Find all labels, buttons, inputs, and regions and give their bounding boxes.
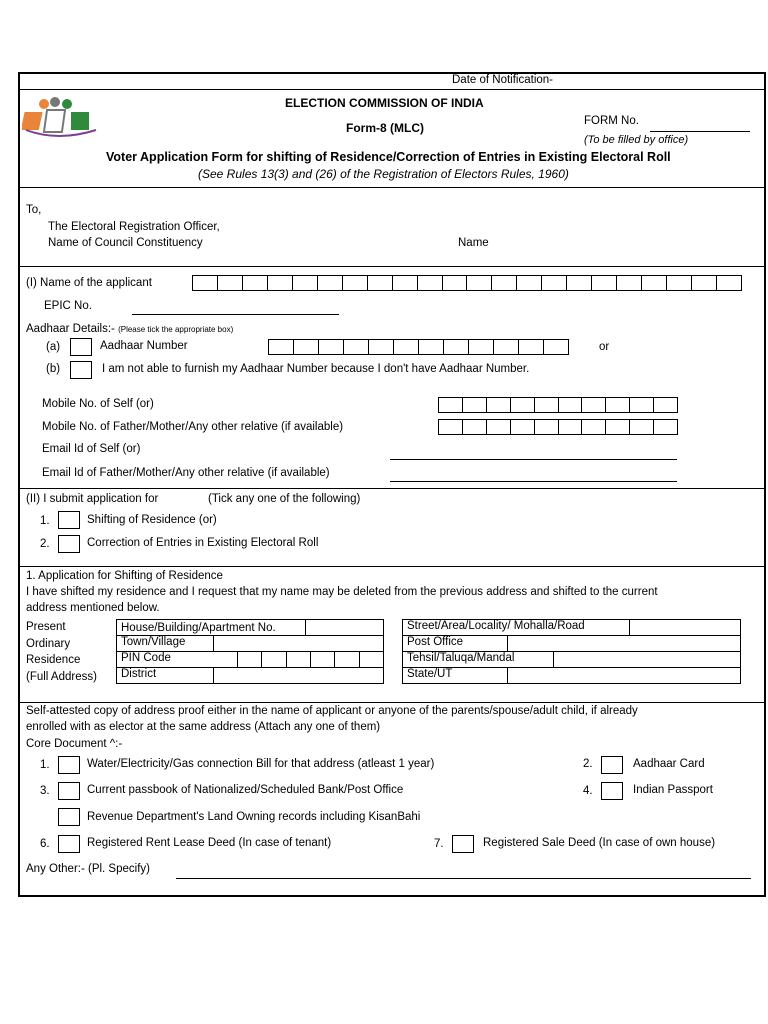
address-side-label-line: Ordinary xyxy=(26,637,71,650)
name-char-box[interactable] xyxy=(393,276,418,290)
name-char-box[interactable] xyxy=(467,276,492,290)
name-char-box[interactable] xyxy=(193,276,218,290)
mobile-digit-box[interactable] xyxy=(582,420,606,434)
mobile-digit-box[interactable] xyxy=(559,398,583,412)
divider xyxy=(18,566,766,567)
aadhaar-details-text: Aadhaar Details:- xyxy=(26,323,115,335)
section3-statement-line1: I have shifted my residence and I request that my name may be deleted from the previous address and shifted to the current xyxy=(26,586,658,598)
doc-7-num: 7. xyxy=(434,838,444,850)
doc-1-num: 1. xyxy=(40,759,50,771)
doc-4-checkbox[interactable] xyxy=(601,782,623,800)
tehsil-row xyxy=(403,652,741,668)
aadhaar-digit-box[interactable] xyxy=(469,340,494,354)
section3-statement-line2: address mentioned below. xyxy=(26,602,160,614)
divider xyxy=(18,266,766,267)
name-char-box[interactable] xyxy=(443,276,468,290)
aadhaar-number-boxes[interactable] xyxy=(268,339,569,355)
doc-4-label: Indian Passport xyxy=(633,784,713,796)
mobile-digit-box[interactable] xyxy=(439,420,463,434)
section2-heading: (II) I submit application for xyxy=(26,493,159,505)
mobile-digit-box[interactable] xyxy=(630,420,654,434)
date-of-notification: Date of Notification- xyxy=(452,74,553,86)
name-char-box[interactable] xyxy=(517,276,542,290)
name-char-box[interactable] xyxy=(492,276,517,290)
address-side-label-line: Present xyxy=(26,621,66,633)
mobile-digit-box[interactable] xyxy=(606,398,630,412)
tehsil-label: Tehsil/Taluqa/Mandal xyxy=(403,652,554,667)
section2-option-1-num: 1. xyxy=(40,515,50,527)
mobile-digit-box[interactable] xyxy=(511,420,535,434)
applicant-name-boxes[interactable] xyxy=(192,275,742,291)
option-a-marker: (a) xyxy=(46,341,61,353)
form-name: Form-8 (MLC) xyxy=(346,121,424,135)
aadhaar-digit-box[interactable] xyxy=(344,340,369,354)
form-frame xyxy=(18,72,766,897)
form-title: Voter Application Form for shifting of Residence/Correction of Entries in Existing Electoral Roll xyxy=(106,150,671,164)
mobile-digit-box[interactable] xyxy=(630,398,654,412)
epic-field[interactable] xyxy=(132,314,339,315)
mobile-digit-box[interactable] xyxy=(606,420,630,434)
post-office-input[interactable] xyxy=(508,636,740,651)
email-self-label: Email Id of Self (or) xyxy=(42,443,141,455)
form-no-label: FORM No. xyxy=(584,115,639,127)
doc-7-checkbox[interactable] xyxy=(452,835,474,853)
doc-3-num: 3. xyxy=(40,785,50,797)
option-b-checkbox[interactable] xyxy=(70,361,92,379)
pin-row xyxy=(117,652,384,668)
divider xyxy=(18,702,766,703)
mobile-digit-box[interactable] xyxy=(463,420,487,434)
pin-input[interactable] xyxy=(238,652,383,667)
name-char-box[interactable] xyxy=(542,276,567,290)
mobile-digit-box[interactable] xyxy=(559,420,583,434)
email-relative-label: Email Id of Father/Mother/Any other relative (if available) xyxy=(42,467,330,479)
mobile-relative-boxes[interactable] xyxy=(438,419,678,435)
mobile-relative-label: Mobile No. of Father/Mother/Any other relative (if available) xyxy=(42,421,344,433)
mobile-digit-box[interactable] xyxy=(654,420,677,434)
any-other-field[interactable] xyxy=(176,878,751,879)
pin-digit-box[interactable] xyxy=(335,652,359,667)
address-side-label xyxy=(26,619,97,685)
aadhaar-digit-box[interactable] xyxy=(294,340,319,354)
aadhaar-digit-box[interactable] xyxy=(519,340,544,354)
doc-5-label: Revenue Department's Land Owning records including KisanBahi xyxy=(87,811,421,823)
divider xyxy=(18,488,766,489)
aadhaar-digit-box[interactable] xyxy=(419,340,444,354)
district-row xyxy=(117,668,384,684)
aadhaar-details-label xyxy=(26,323,233,335)
street-label: Street/Area/Locality/ Mohalla/Road xyxy=(403,620,630,635)
aadhaar-digit-box[interactable] xyxy=(319,340,344,354)
aadhaar-note: (Please tick the appropriate box) xyxy=(118,325,234,334)
name-char-box[interactable] xyxy=(368,276,393,290)
address-left-table xyxy=(116,619,384,684)
name-char-box[interactable] xyxy=(617,276,642,290)
core-document-label: Core Document ^:- xyxy=(26,738,123,750)
mobile-digit-box[interactable] xyxy=(439,398,463,412)
email-self-field[interactable] xyxy=(390,459,677,460)
name-char-box[interactable] xyxy=(567,276,592,290)
district-input[interactable] xyxy=(214,668,383,683)
mobile-digit-box[interactable] xyxy=(654,398,677,412)
pin-digit-box[interactable] xyxy=(311,652,335,667)
name-label: Name xyxy=(458,237,489,249)
doc-1-checkbox[interactable] xyxy=(58,756,80,774)
form-subtitle: (See Rules 13(3) and (26) of the Registration of Electors Rules, 1960) xyxy=(198,167,569,181)
option-a-label: Aadhaar Number xyxy=(100,340,188,352)
doc-2-num: 2. xyxy=(583,758,593,770)
doc-2-label: Aadhaar Card xyxy=(633,758,705,770)
doc-6-num: 6. xyxy=(40,838,50,850)
name-char-box[interactable] xyxy=(642,276,667,290)
name-char-box[interactable] xyxy=(318,276,343,290)
any-other-label: Any Other:- (Pl. Specify) xyxy=(26,863,150,875)
proof-line1: Self-attested copy of address proof either in the name of applicant or anyone of the parents/spouse/adult child, if already xyxy=(26,705,638,717)
correction-entries-checkbox[interactable] xyxy=(58,535,80,553)
option-b-label: I am not able to furnish my Aadhaar Number because I don't have Aadhaar Number. xyxy=(102,363,530,375)
mobile-digit-box[interactable] xyxy=(535,420,559,434)
state-label: State/UT xyxy=(403,668,508,683)
section2-option-2-num: 2. xyxy=(40,538,50,550)
district-label: District xyxy=(117,668,214,683)
section3-heading: 1. Application for Shifting of Residence xyxy=(26,570,223,582)
section2-tick-note: (Tick any one of the following) xyxy=(208,493,361,505)
state-row xyxy=(403,668,741,684)
mobile-self-boxes[interactable] xyxy=(438,397,678,413)
name-char-box[interactable] xyxy=(592,276,617,290)
name-char-box[interactable] xyxy=(243,276,268,290)
officer-label: The Electoral Registration Officer, xyxy=(48,221,220,233)
name-char-box[interactable] xyxy=(717,276,741,290)
constituency-label: Name of Council Constituency xyxy=(48,237,203,249)
pin-digit-box[interactable] xyxy=(238,652,262,667)
section2-option-1-label: Shifting of Residence (or) xyxy=(87,514,217,526)
mobile-digit-box[interactable] xyxy=(487,398,511,412)
doc-3-checkbox[interactable] xyxy=(58,782,80,800)
mobile-digit-box[interactable] xyxy=(511,398,535,412)
option-a-checkbox[interactable] xyxy=(70,338,92,356)
name-char-box[interactable] xyxy=(293,276,318,290)
form-no-field[interactable] xyxy=(650,131,750,132)
post-office-label: Post Office xyxy=(403,636,508,651)
doc-1-label: Water/Electricity/Gas connection Bill for that address (atleast 1 year) xyxy=(87,758,435,770)
aadhaar-digit-box[interactable] xyxy=(544,340,568,354)
name-char-box[interactable] xyxy=(692,276,717,290)
name-char-box[interactable] xyxy=(268,276,293,290)
town-label: Town/Village xyxy=(117,636,214,651)
street-row xyxy=(403,620,741,636)
address-side-label-line: Residence xyxy=(26,654,81,666)
street-input[interactable] xyxy=(630,620,740,635)
aadhaar-digit-box[interactable] xyxy=(369,340,394,354)
name-char-box[interactable] xyxy=(667,276,692,290)
address-right-table xyxy=(402,619,741,684)
office-note: (To be filled by office) xyxy=(584,134,689,146)
tehsil-input[interactable] xyxy=(554,652,740,667)
divider xyxy=(18,89,766,90)
doc-5-checkbox[interactable] xyxy=(58,808,80,826)
aadhaar-digit-box[interactable] xyxy=(269,340,294,354)
doc-6-label: Registered Rent Lease Deed (In case of tenant) xyxy=(87,837,332,849)
name-char-box[interactable] xyxy=(418,276,443,290)
email-relative-field[interactable] xyxy=(390,481,677,482)
section2-option-2-label: Correction of Entries in Existing Electoral Roll xyxy=(87,537,319,549)
house-label: House/Building/Apartment No. xyxy=(117,620,306,636)
doc-2-checkbox[interactable] xyxy=(601,756,623,774)
pin-digit-box[interactable] xyxy=(287,652,311,667)
divider xyxy=(18,187,766,188)
mobile-digit-box[interactable] xyxy=(535,398,559,412)
aadhaar-digit-box[interactable] xyxy=(444,340,469,354)
to-label: To, xyxy=(26,204,42,216)
proof-line2: enrolled with as elector at the same address (Attach any one of them) xyxy=(26,721,381,733)
post-office-row xyxy=(403,636,741,652)
option-b-marker: (b) xyxy=(46,363,61,375)
commission-name: ELECTION COMMISSION OF INDIA xyxy=(285,96,484,110)
pin-label: PIN Code xyxy=(117,652,238,667)
epic-label: EPIC No. xyxy=(44,300,92,312)
doc-3-label: Current passbook of Nationalized/Scheduled Bank/Post Office xyxy=(87,784,404,796)
town-input[interactable] xyxy=(214,636,383,651)
applicant-name-label: (I) Name of the applicant xyxy=(26,277,152,289)
doc-7-label: Registered Sale Deed (In case of own house) xyxy=(483,837,716,849)
name-char-box[interactable] xyxy=(218,276,243,290)
address-side-label-line: (Full Address) xyxy=(26,670,97,683)
mobile-self-label: Mobile No. of Self (or) xyxy=(42,398,154,410)
mobile-digit-box[interactable] xyxy=(487,420,511,434)
mobile-digit-box[interactable] xyxy=(582,398,606,412)
pin-digit-box[interactable] xyxy=(360,652,383,667)
name-char-box[interactable] xyxy=(343,276,368,290)
mobile-digit-box[interactable] xyxy=(463,398,487,412)
eci-logo-icon xyxy=(22,96,102,142)
aadhaar-digit-box[interactable] xyxy=(494,340,519,354)
shifting-residence-checkbox[interactable] xyxy=(58,511,80,529)
town-row xyxy=(117,636,384,652)
or-label: or xyxy=(599,341,610,353)
pin-digit-box[interactable] xyxy=(262,652,286,667)
house-input[interactable] xyxy=(306,620,384,636)
state-input[interactable] xyxy=(508,668,740,683)
aadhaar-digit-box[interactable] xyxy=(394,340,419,354)
doc-4-num: 4. xyxy=(583,785,593,797)
doc-6-checkbox[interactable] xyxy=(58,835,80,853)
